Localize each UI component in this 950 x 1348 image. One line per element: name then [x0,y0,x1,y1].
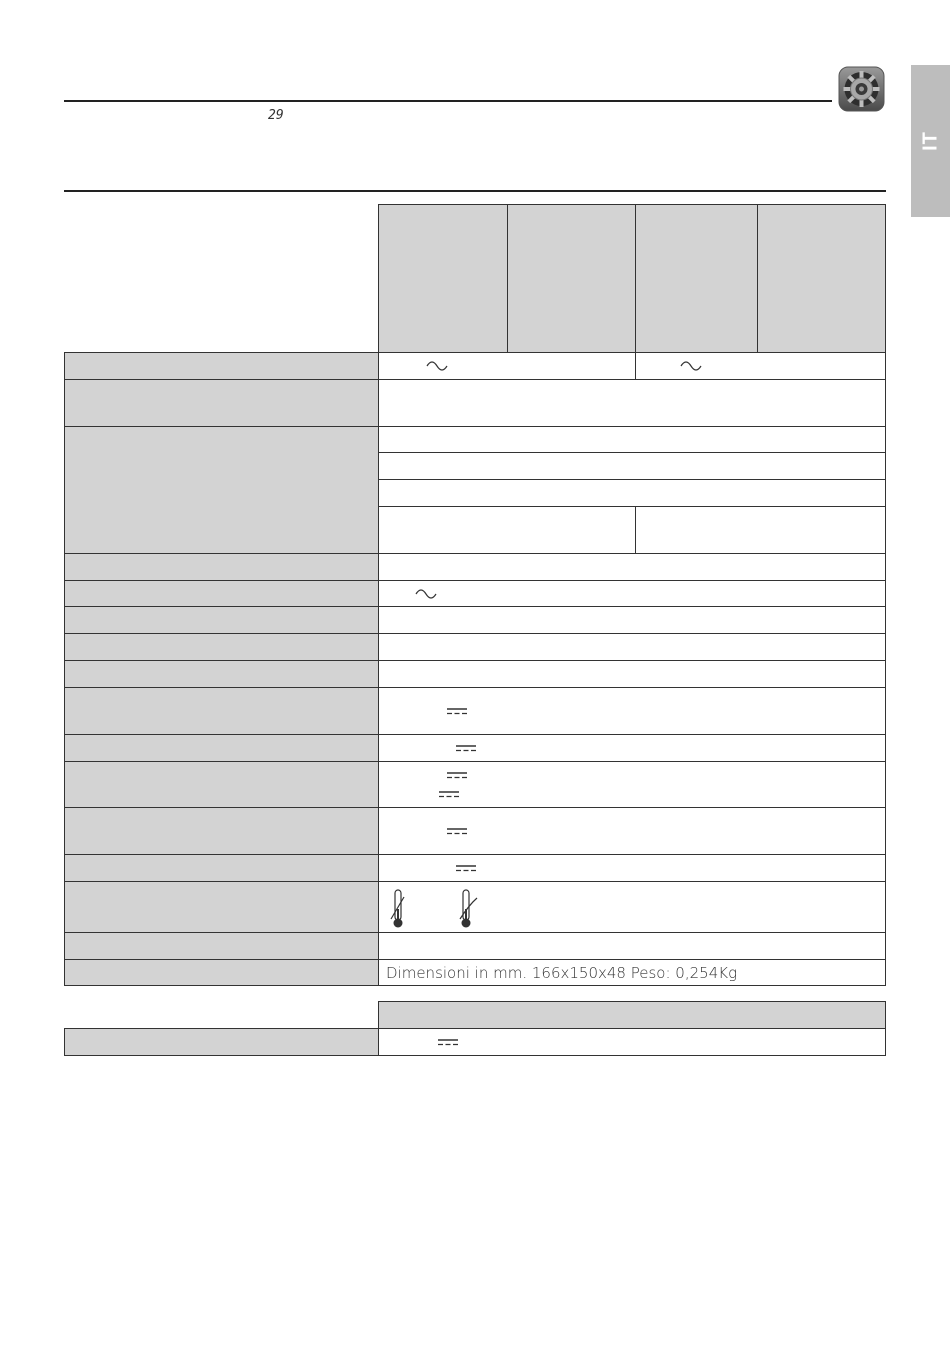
row-value-7 [378,633,886,661]
page-number: 29 [268,108,284,123]
dc-current-icon [447,772,467,779]
row-value-2 [378,379,886,427]
row-value-15 [378,932,886,960]
row-value-16 [378,959,886,986]
row-label-5 [64,580,379,607]
row-value-3a [378,426,886,453]
row-value-1b [635,352,886,380]
row-label-6 [64,606,379,634]
row-value-13 [378,854,886,882]
column-header-1 [378,204,508,353]
row-value-3d [378,506,636,554]
ac-sine-icon [681,361,701,371]
dc-current-icon [447,708,467,715]
row-value-4 [378,553,886,581]
language-tab[interactable] [911,65,950,217]
thermometer-icon [389,889,407,929]
gear-icon [838,66,885,112]
language-tab-label: IT [919,131,941,151]
ac-sine-icon [427,361,447,371]
dc-current-icon [456,745,476,752]
row-value-1a [378,352,636,380]
row-value-3e [635,506,886,554]
row-value-9 [378,687,886,735]
thermometer-icon [457,889,479,929]
row-label-3 [64,426,379,554]
row-label-15 [64,932,379,960]
dimensions-text: Dimensioni in mm. 166x150x48 Peso: 0,254Kg [386,963,738,982]
dc-current-icon [438,1039,458,1046]
top-rule [64,100,832,102]
row-value-11 [378,761,886,808]
row-value-3c [378,479,886,507]
row-value-10 [378,734,886,762]
accessory-header [378,1001,886,1029]
accessory-label [64,1028,379,1056]
row-value-5 [378,580,886,607]
row-label-4 [64,553,379,581]
row-value-6 [378,606,886,634]
row-value-8 [378,660,886,688]
row-label-14 [64,881,379,933]
row-value-3b [378,452,886,480]
row-label-11 [64,761,379,808]
row-label-1 [64,352,379,380]
row-label-9 [64,687,379,735]
dc-current-icon [447,828,467,835]
row-label-16 [64,959,379,986]
column-header-3 [635,204,758,353]
row-label-12 [64,807,379,855]
row-label-7 [64,633,379,661]
row-value-14 [378,881,886,933]
accessory-value [378,1028,886,1056]
row-label-10 [64,734,379,762]
row-value-12 [378,807,886,855]
dc-current-icon [456,865,476,872]
ac-sine-icon [416,589,436,599]
column-header-2 [507,204,636,353]
row-label-13 [64,854,379,882]
row-label-8 [64,660,379,688]
section-rule [64,190,886,192]
row-label-2 [64,379,379,427]
column-header-4 [757,204,886,353]
dc-current-icon [439,791,459,798]
